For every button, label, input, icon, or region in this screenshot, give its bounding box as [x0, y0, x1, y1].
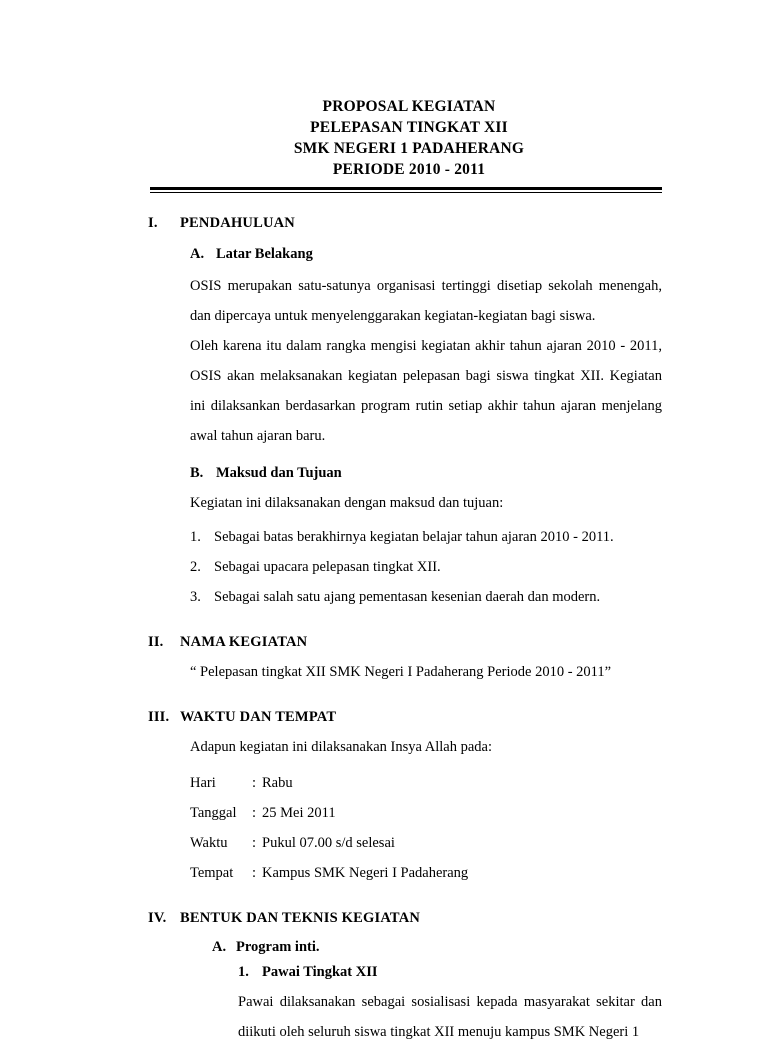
detail-key: Waktu	[190, 835, 228, 851]
detail-key: Tanggal	[190, 805, 237, 821]
detail-row-waktu	[190, 828, 662, 858]
subsection-title: Pawai Tingkat XII	[262, 964, 378, 980]
detail-separator: :	[252, 865, 257, 881]
divider-thin-line	[150, 192, 662, 193]
subsection-heading	[190, 465, 662, 482]
section-bentuk-dan-teknis-kegiatan	[148, 910, 662, 1047]
subsection-label: A.	[212, 939, 227, 955]
subsection-label: B.	[190, 465, 204, 481]
list-item-number: 2.	[190, 559, 201, 575]
detail-row-tanggal	[190, 798, 662, 828]
subsection-latar-belakang	[148, 246, 662, 263]
detail-key: Tempat	[190, 865, 234, 881]
section-number: IV.	[148, 910, 167, 926]
detail-value: 25 Mei 2011	[262, 805, 336, 821]
section-title: WAKTU DAN TEMPAT	[180, 709, 337, 725]
detail-separator: :	[252, 835, 257, 851]
paragraph-latar-belakang-1: OSIS merupakan satu-satunya organisasi tertinggi disetiap sekolah menengah, dan dipercaya untuk menyelenggarakan kegiatan-kegiatan bagi siswa.	[190, 278, 662, 324]
list-item-number: 3.	[190, 589, 201, 605]
subsection-label: A.	[190, 246, 205, 262]
detail-key: Hari	[190, 775, 216, 791]
title-line-3: SMK NEGERI 1 PADAHERANG	[293, 140, 525, 157]
detail-value: Rabu	[262, 775, 293, 791]
detail-list-waktu-tempat	[148, 768, 662, 888]
title-line-2: PELEPASAN TINGKAT XII	[310, 119, 508, 136]
paragraph-pawai: Pawai dilaksanakan sebagai sosialisasi kepada masyarakat sekitar dan diikuti oleh seluruh siswa tingkat XII menuju kampus SMK Negeri 1	[238, 994, 662, 1040]
detail-row-tempat	[190, 858, 662, 888]
subsection-title: Maksud dan Tujuan	[216, 465, 342, 481]
subsection-heading	[190, 246, 662, 263]
section-number: II.	[148, 634, 164, 650]
subsection-label: 1.	[238, 964, 249, 980]
detail-separator: :	[252, 775, 257, 791]
paragraph-nama-kegiatan: “ Pelepasan tingkat XII SMK Negeri I Padaherang Periode 2010 - 2011”	[190, 664, 612, 680]
detail-row-hari	[190, 768, 662, 798]
section-title: BENTUK DAN TEKNIS KEGIATAN	[180, 910, 421, 926]
subsection-heading	[238, 964, 662, 981]
list-item-text: Sebagai batas berakhirnya kegiatan belajar tahun ajaran 2010 - 2011.	[214, 529, 614, 545]
title-divider	[148, 187, 662, 193]
paragraph-maksud-intro: Kegiatan ini dilaksanakan dengan maksud dan tujuan:	[190, 495, 504, 511]
divider-thick-line	[150, 187, 662, 190]
detail-value: Pukul 07.00 s/d selesai	[262, 835, 395, 851]
section-nama-kegiatan	[148, 634, 662, 687]
paragraph-latar-belakang-2: Oleh karena itu dalam rangka mengisi kegiatan akhir tahun ajaran 2010 - 2011, OSIS akan melaksanakan kegiatan pelepasan bagi siswa tingkat XII. Kegiatan ini dilaksankan berdasarkan program rutin setiap akhir tahun ajaran menjelang awal tahun ajaran baru.	[190, 338, 662, 444]
list-item	[190, 552, 662, 582]
section-title: PENDAHULUAN	[180, 215, 295, 231]
detail-separator: :	[252, 805, 257, 821]
list-item-number: 1.	[190, 529, 201, 545]
subsection-title: Latar Belakang	[216, 246, 313, 262]
section-pendahuluan	[148, 215, 662, 612]
list-maksud-dan-tujuan	[148, 522, 662, 612]
section-number: III.	[148, 709, 170, 725]
detail-value: Kampus SMK Negeri I Padaherang	[262, 865, 469, 881]
section-title: NAMA KEGIATAN	[180, 634, 308, 650]
section-waktu-dan-tempat	[148, 709, 662, 888]
section-heading	[148, 215, 662, 232]
subsection-pawai-tingkat-xii	[148, 964, 662, 981]
subsection-title: Program inti.	[236, 939, 320, 955]
subsection-maksud-dan-tujuan	[148, 465, 662, 482]
list-item-text: Sebagai upacara pelepasan tingkat XII.	[214, 559, 441, 575]
section-number: I.	[148, 215, 158, 231]
list-item	[190, 522, 662, 552]
list-item	[190, 582, 662, 612]
list-item-text: Sebagai salah satu ajang pementasan kesenian daerah dan modern.	[214, 589, 601, 605]
title-line-4: PERIODE 2010 - 2011	[332, 161, 486, 178]
subsection-program-inti	[148, 939, 662, 956]
section-heading	[148, 709, 662, 726]
title-line-1: PROPOSAL KEGIATAN	[322, 98, 496, 115]
section-heading	[148, 910, 662, 927]
paragraph-waktu-intro: Adapun kegiatan ini dilaksanakan Insya Allah pada:	[190, 739, 492, 755]
document-title	[148, 96, 662, 180]
subsection-heading	[212, 939, 662, 956]
section-heading	[148, 634, 662, 651]
